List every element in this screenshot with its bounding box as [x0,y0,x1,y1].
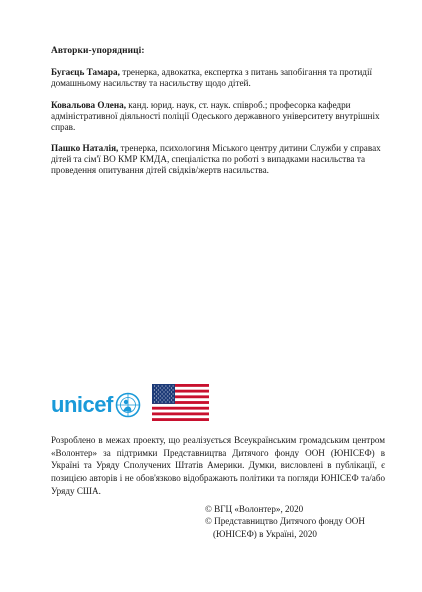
copyright-line: (ЮНІСЕФ) в Україні, 2020 [213,528,317,539]
unicef-wordmark: unicef [51,392,113,417]
copyright-line: © Представництво Дитячого фонду ООН [205,516,365,527]
sponsor-logos [51,384,385,424]
author-entry [51,67,385,89]
author-entry [51,143,385,177]
unicef-emblem-icon [115,392,141,418]
authors-heading: Авторки-упорядниці: [51,46,145,56]
project-note: Розроблено в межах проекту, що реалізується Всеукраїнським громадським центром «Волонтер» за підтримки Представництва Дитячого фонду ООН (ЮНІСЕФ) в Україні та Уряду Сполучених Штатів Америки. Думки, висловлені в публікації, є позицією авторів і не обов'язково відображають політики та погляди ЮНІСЕФ та/або Уряду США. [51,435,385,496]
author-entry [51,100,385,134]
author-name: Ковальова Олена, [51,100,126,110]
author-description: тренерка, адвокатка, експертка з питань запобігання та протидії домашньому насильству та насильству щодо дітей. [51,67,373,89]
author-description: тренерка, психологиня Міського центру дитини Служби у справах дітей та сім'ї ВО КМР КМДА, спеціалістка по роботі з випадками насильства та проведення опитування дітей свідків/жертв насильства. [51,143,381,176]
us-flag-icon [152,384,209,421]
copyright-block [205,503,385,540]
unicef-logo [51,389,141,421]
copyright-line: © ВГЦ «Волонтер», 2020 [205,504,304,514]
author-name: Бугаєць Тамара, [51,67,120,77]
author-description: канд. юрид. наук, ст. наук. співроб.; професорка кафедри адміністративної діяльності поліції Одеського державного університету внутрішніх справ. [51,100,380,133]
author-name: Пашко Наталія, [51,143,119,153]
